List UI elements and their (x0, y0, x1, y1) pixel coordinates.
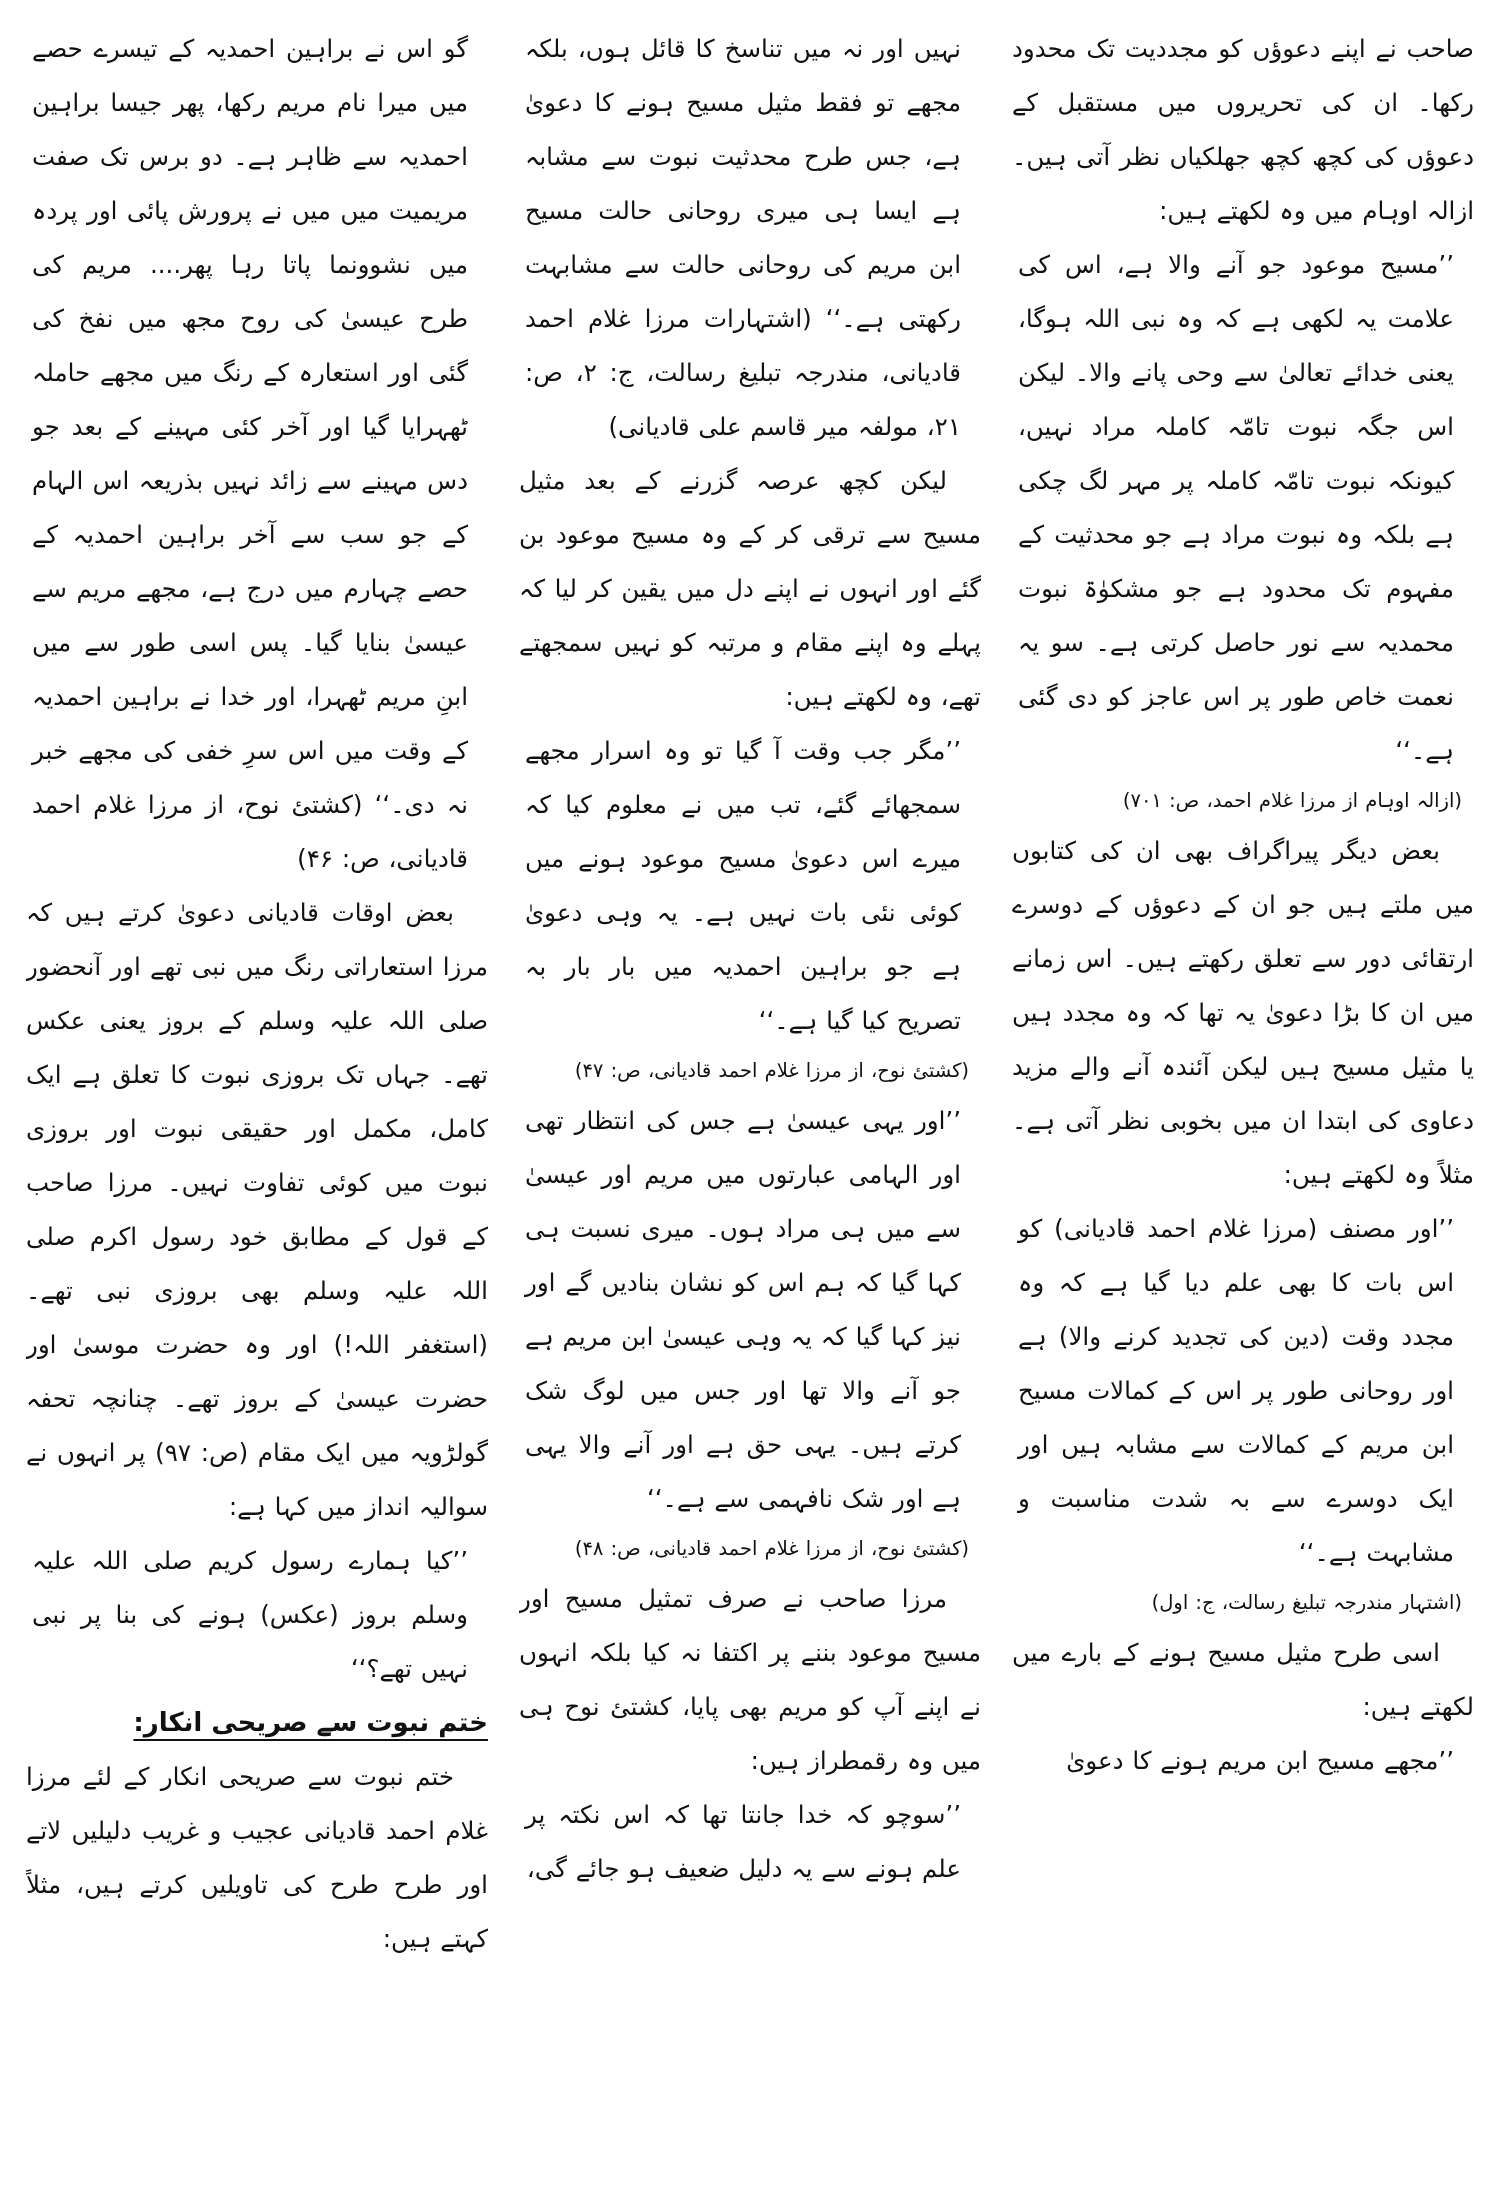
quotation: گو اس نے براہین احمدیہ کے تیسرے حصے میں میرا نام مریم رکھا، پھر جیسا براہین احمدیہ سے ظاہر ہے۔ دو برس تک صفت مریمیت میں میں نے پرورش پائی اور پردہ میں نشوونما پاتا رہا پھر.... مریم کی طرح عیسیٰ کی روح مجھ میں نفخ کی گئی اور استعارہ کے رنگ میں مجھے حاملہ ٹھہرایا گیا اور آخر کئی مہینے کے بعد جو دس مہینے سے زائد نہیں بذریعہ اس الہام کے جو سب سے آخر براہین احمدیہ کے حصے چہارم میں درج ہے، مجھے مریم سے عیسیٰ بنایا گیا۔ پس اسی طور سے میں ابنِ مریم ٹھہرا، اور خدا نے براہین احمدیہ کے وقت میں اس سرِ خفی کی مجھے خبر نہ دی۔‘‘ (کشتئ نوح، از مرزا غلام احمد قادیانی، ص: ۴۶) (32, 34, 468, 873)
quotation: ’’مگر جب وقت آ گیا تو وہ اسرار مجھے سمجھائے گئے، تب میں نے معلوم کیا کہ میرے اس دعویٰ مسیح موعود ہونے میں کوئی نئی بات نہیں ہے۔ یہ وہی دعویٰ ہے جو براہین احمدیہ میں بار بار بہ تصریح کیا گیا ہے۔‘‘ (525, 736, 961, 1035)
citation: (اشتہار مندرجہ تبلیغ رسالت، ج: اول) (1151, 1591, 1462, 1614)
paragraph: اسی طرح مثیل مسیح ہونے کے بارے میں لکھتے ہیں: (1012, 1638, 1474, 1721)
text-column-left (26, 22, 488, 2180)
text-column-middle (519, 22, 981, 2180)
quotation: نہیں اور نہ میں تناسخ کا قائل ہوں، بلکہ مجھے تو فقط مثیل مسیح ہونے کا دعویٰ ہے، جس طرح محدثیت نبوت سے مشابہ ہے ایسا ہی میری روحانی حالت مسیح ابن مریم کی روحانی حالت سے مشابہت رکھتی ہے۔‘‘ (اشتہارات مرزا غلام احمد قادیانی، مندرجہ تبلیغ رسالت، ج: ۲، ص: ۲۱، مولفہ میر قاسم علی قادیانی) (525, 34, 961, 441)
paragraph: صاحب نے اپنے دعوؤں کو مجددیت تک محدود رکھا۔ ان کی تحریروں میں مستقبل کے دعوؤں کی کچھ کچھ جھلکیاں نظر آتی ہیں۔ ازالہ اوہام میں وہ لکھتے ہیں: (1012, 34, 1474, 225)
quotation: ’’سوچو کہ خدا جانتا تھا کہ اس نکتہ پر علم ہونے سے یہ دلیل ضعیف ہو جائے گی، (525, 1800, 961, 1883)
text-column-right (1012, 22, 1474, 2180)
quotation: ’’اور مصنف (مرزا غلام احمد قادیانی) کو اس بات کا بھی علم دیا گیا ہے کہ وہ مجدد وقت (دین کی تجدید کرنے والا) ہے اور روحانی طور پر اس کے کمالات مسیح ابن مریم کے کمالات سے مشابہ ہیں اور ایک دوسرے سے بہ شدت مناسبت و مشابہت ہے۔‘‘ (1018, 1214, 1454, 1567)
quotation: ’’اور یہی عیسیٰ ہے جس کی انتظار تھی اور الہامی عبارتوں میں مریم اور عیسیٰ سے میں ہی مراد ہوں۔ میری نسبت ہی کہا گیا کہ ہم اس کو نشان بنادیں گے اور نیز کہا گیا کہ یہ وہی عیسیٰ ابن مریم ہے جو آنے والا تھا اور جس میں لوگ شک کرتے ہیں۔ یہی حق ہے اور آنے والا یہی ہے اور شک نافہمی سے ہے۔‘‘ (525, 1106, 961, 1513)
citation: (ازالہ اوہام از مرزا غلام احمد، ص: ۷۰۱) (1122, 789, 1462, 812)
paragraph: ختم نبوت سے صریحی انکار کے لئے مرزا غلام احمد قادیانی عجیب و غریب دلیلیں لاتے اور طرح طرح کی تاویلیں کرتے ہیں، مثلاً کہتے ہیں: (26, 1762, 488, 1953)
citation: (کشتئ نوح، از مرزا غلام احمد قادیانی، ص: ۴۸) (574, 1537, 969, 1560)
paragraph: بعض دیگر پیراگراف بھی ان کی کتابوں میں ملتے ہیں جو ان کے دعوؤں کے دوسرے ارتقائی دور سے تعلق رکھتے ہیں۔ اس زمانے میں ان کا بڑا دعویٰ یہ تھا کہ وہ مجدد ہیں یا مثیل مسیح ہیں لیکن آئندہ آنے والے مزید دعاوی کی ابتدا ان میں بخوبی نظر آتی ہے۔ مثلاً وہ لکھتے ہیں: (1012, 836, 1474, 1189)
quotation: ’’مجھے مسیح ابن مریم ہونے کا دعویٰ (1066, 1746, 1454, 1775)
paragraph: مرزا صاحب نے صرف تمثیل مسیح اور مسیح موعود بننے پر اکتفا نہ کیا بلکہ انہوں نے اپنے آپ کو مریم بھی پایا، کشتئ نوح ہی میں وہ رقمطراز ہیں: (519, 1584, 981, 1775)
section-heading: ختم نبوت سے صریحی انکار: (133, 1708, 488, 1738)
citation: (کشتئ نوح، از مرزا غلام احمد قادیانی، ص: ۴۷) (574, 1059, 969, 1082)
paragraph: لیکن کچھ عرصہ گزرنے کے بعد مثیل مسیح سے ترقی کر کے وہ مسیح موعود بن گئے اور انہوں نے اپنے دل میں یقین کر لیا کہ پہلے وہ اپنے مقام و مرتبہ کو نہیں سمجھتے تھے، وہ لکھتے ہیں: (519, 466, 981, 711)
quotation: ’’کیا ہمارے رسول کریم صلی اللہ علیہ وسلم بروز (عکس) ہونے کی بنا پر نبی نہیں تھے؟‘‘ (32, 1546, 468, 1683)
quotation: ’’مسیح موعود جو آنے والا ہے، اس کی علامت یہ لکھی ہے کہ وہ نبی اللہ ہوگا، یعنی خدائے تعالیٰ سے وحی پانے والا۔ لیکن اس جگہ نبوت تامّہ کاملہ مراد نہیں، کیونکہ نبوت تامّہ کاملہ پر مہر لگ چکی ہے بلکہ وہ نبوت مراد ہے جو محدثیت کے مفہوم تک محدود ہے جو مشکوٰۃ نبوت محمدیہ سے نور حاصل کرتی ہے۔ سو یہ نعمت خاص طور پر اس عاجز کو دی گئی ہے۔‘‘ (1018, 250, 1454, 765)
paragraph: بعض اوقات قادیانی دعویٰ کرتے ہیں کہ مرزا استعاراتی رنگ میں نبی تھے اور آنحضور صلی اللہ علیہ وسلم کے بروز یعنی عکس تھے۔ جہاں تک بروزی نبوت کا تعلق ہے ایک کامل، مکمل اور حقیقی نبوت اور بروزی نبوت میں کوئی تفاوت نہیں۔ مرزا صاحب کے قول کے مطابق خود رسول اکرم صلی اللہ علیہ وسلم بھی بروزی نبی تھے۔ (استغفر اللہ!) اور وہ حضرت موسیٰ اور حضرت عیسیٰ کے بروز تھے۔ چنانچہ تحفہ گولڑویہ میں ایک مقام (ص: ۹۷) پر انہوں نے سوالیہ انداز میں کہا ہے: (26, 898, 488, 1521)
